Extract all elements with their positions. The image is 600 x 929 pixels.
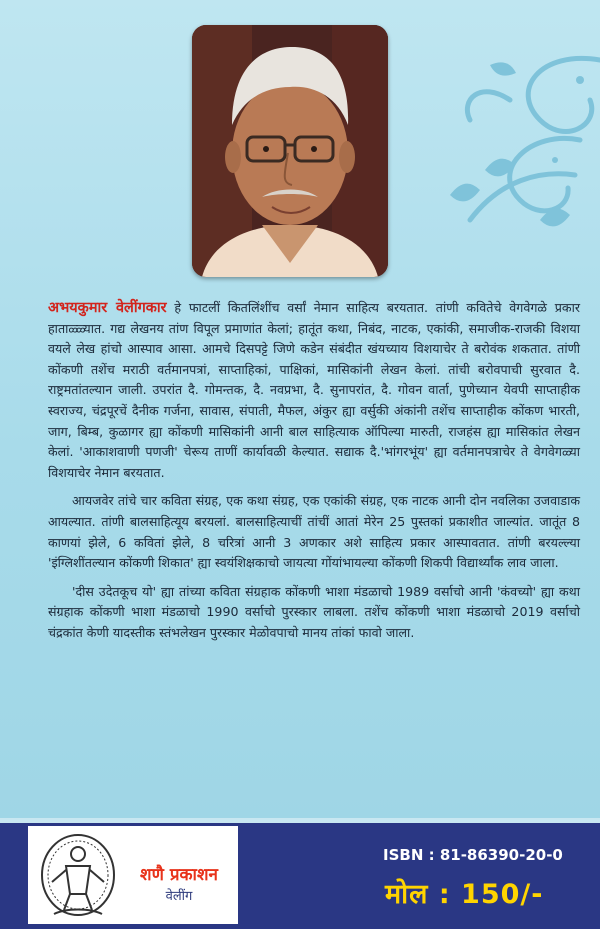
publisher-emblem-icon [36, 830, 120, 920]
bio-paragraph: आयजवेर तांचे चार कविता संग्रह, एक कथा संग्रह, एक एकांकी संग्रह, एक नाटक आनी दोन नवलिका उजवाडाक आयल्यात. तांणी बालसाहित्यूय बरयलां. बालसाहित्याचीं तांचीं आतां मेरेन 25 पुस्तकां प्रकाशीत जाल्यांत. जातूंत 8 काणयां झेले, 6 कवितां झेले, 8 चरित्रां आनी 3 अणकार अशे साहित्य प्रकार आस्पावतात. तांणी बरयल्ल्या 'इंग्लिशींतल्यान कोंकणी शिकात' ह्या स्वयंशिक्षकाचो जायत्या गोंयांभायल्या कोंकणी शिकपी विद्यार्थ्यांक लाव जाला. [48, 493, 580, 571]
publisher-name: शणै प्रकाशन [140, 865, 218, 885]
bio-paragraph: 'दीस उदेतकूच यो' ह्या तांच्या कविता संग्रहाक कोंकणी भाशा मंडळाचो 1989 वर्साचो आनी 'कंवच्यो' ह्या कथा संग्रहाक कोंकणी भाशा मंडळाचो 1990 वर्साचो पुरस्कार लाबला. तशेंच कोंकणी भाशा मंडळाचो 2019 वर्साचो चंद्रकांत केणी यादस्तीक स्तंभलेखन पुरस्कार मेळोवपाचो मानय तांकां फावो जाला. [48, 583, 580, 640]
decorative-swirl [390, 20, 600, 240]
bio-paragraph-text: हे फाटलीं कितलिंशींच वर्सां नेमान साहित्य बरयतात. तांणी कवितेचे वेगवेगळे प्रकार हाताळ्ळ्यात. गद्य लेखनय तांण विपूल प्रमाणांत केलां; हातूंत कथा, निबंद, नाटक, एकांकी, समाजीक-राजकी विशया वयले लेख हांचो आस्पाव आसा. आमचे दिसपट्टे जिणे कडेन संबंदीत खंयच्याय विशयाचेर ते बरोवंक शकतात. तांणी कोंकणी तशेंच मराठी वर्तमानपत्रां, साप्ताहिकां, पाक्षिकां, मासिकांनी लेखन केलां. तांची बरोवपाची सुरवात दै. राष्ट्रमतांतल्यान जाली. उपरांत दै. गोमन्तक, दै. नवप्रभा, दै. सुनापरांत, दै. गोवन वार्ता, पुणेच्यान येवपी साप्ताहीक स्वराज्य, चंद्रपूरचें दैनीक गर्जना, सावास, संपाती, मैफल, अंकुर ह्या वर्सुकी अंकांनी तशेंच साप्ताहीक कोंकण भारती, जाग, बिम्ब, कुळागर ह्या कोंकणी मासिकांनी आनी बाल साहित्याक ऑपिल्या मारुती, राजहंस ह्या मासिकांत लेखन केलां. 'आकाशवाणी पणजी' चेरूय ताणीं कार्यावळी केल्यात. सद्याक दै.'भांगरभूंय' ह्या वर्तमानपत्राचेर ते वेगवेगळ्या विशयाचेर नेमान बरयतात. [48, 300, 581, 480]
author-biography [48, 298, 580, 644]
author-portrait-icon [192, 25, 388, 277]
publisher-place: वेलींग [165, 889, 193, 904]
author-name: अभयकुमार वेलींगकार [48, 300, 167, 316]
author-photo [192, 25, 388, 277]
footer-divider [0, 818, 600, 823]
price-label: मोल : 150/- [385, 879, 544, 910]
bio-paragraph [48, 298, 580, 483]
isbn-number: ISBN : 81-86390-20-0 [383, 846, 563, 864]
